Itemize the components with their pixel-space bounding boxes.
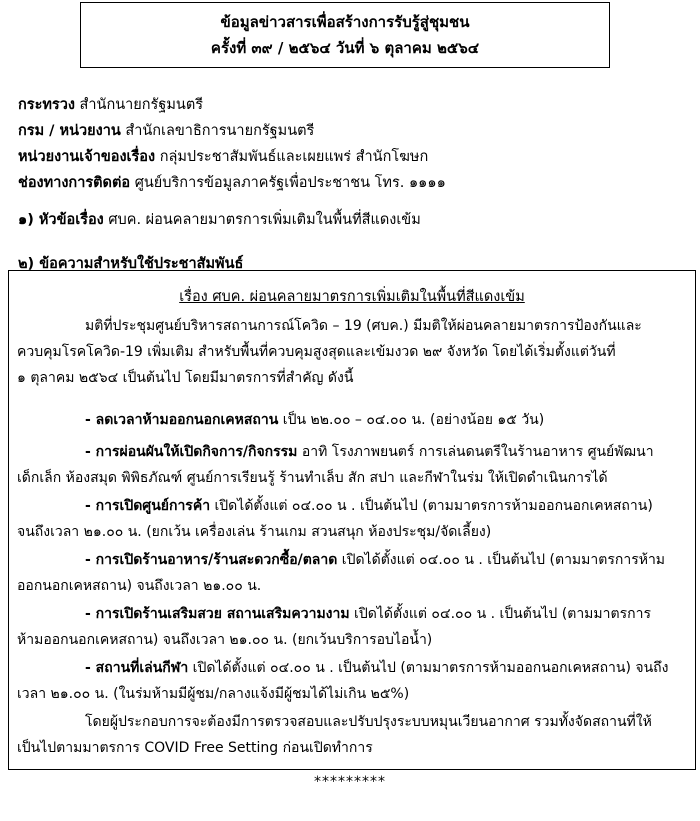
measure-beauty-title: - การเปิดร้านเสริมสวย สถานเสริมความงาม [85,606,350,622]
meta-ministry [18,92,688,118]
header-box [80,2,610,68]
pr-content-title: เรื่อง ศบค. ผ่อนคลายมาตรการเพิ่มเติมในพื้นที่สีแดงเข้ม [179,289,525,305]
measure-sports [17,655,689,707]
measure-malls-text: เปิดได้ตั้งแต่ ๐๔.๐๐ น . เป็นต้นไป (ตามมาตรการห้ามออกนอกเคหสถาน) [210,498,653,514]
measure-beauty [17,601,689,653]
measure-businesses-title: - การผ่อนผันให้เปิดกิจการ/กิจกรรม [85,444,298,460]
measure-restaurants [17,547,689,599]
section-topic-value: ศบค. ผ่อนคลายมาตรการเพิ่มเติมในพื้นที่สีแดงเข้ม [108,212,421,228]
measure-curfew-text: เป็น ๒๒.๐๐ – ๐๔.๐๐ น. (อย่างน้อย ๑๕ วัน) [278,412,545,428]
section-pr-heading: ๒) ข้อความสำหรับใช้ประชาสัมพันธ์ [18,256,244,272]
measure-restaurants-text: เปิดได้ตั้งแต่ ๐๔.๐๐ น . เป็นต้นไป (ตามมาตรการห้าม [337,552,666,568]
pr-content-box [8,270,696,770]
closing-line-2: เป็นไปตามมาตรการ COVID Free Setting ก่อนเปิดทำการ [17,740,373,756]
measure-sports-title: - สถานที่เล่นกีฬา [85,660,189,676]
measure-malls-cont: จนถึงเวลา ๒๑.๐๐ น. (ยกเว้น เครื่องเล่น ร้านเกม สวนสนุก ห้องประชุม/จัดเลี้ยง) [17,524,492,540]
closing-paragraph [17,709,689,761]
measure-restaurants-title: - การเปิดร้านอาหาร/ร้านสะดวกซื้อ/ตลาด [85,552,338,568]
meta-owner [18,144,688,170]
measure-sports-text: เปิดได้ตั้งแต่ ๐๔.๐๐ น . เป็นต้นไป (ตามมาตรการห้ามออกนอกเคหสถาน) จนถึง [188,660,669,676]
measure-curfew [17,407,689,433]
intro-line-2: ควบคุมโรคโควิด-19 เพิ่มเติม สำหรับพื้นที่ควบคุมสูงสุดและเข้มงวด ๒๙ จังหวัด โดยได้เริ่มตั้งแต่วันที่ [17,344,616,360]
meta-ministry-label: กระทรวง [18,97,75,113]
section-topic-label: ๑) หัวข้อเรื่อง [18,212,104,228]
meta-owner-label: หน่วยงานเจ้าของเรื่อง [18,149,156,165]
end-marker: ********* [314,774,386,790]
measure-curfew-title: - ลดเวลาห้ามออกนอกเคหสถาน [85,412,279,428]
measure-beauty-text: เปิดได้ตั้งแต่ ๐๔.๐๐ น . เป็นต้นไป (ตามมาตรการ [349,606,651,622]
measure-businesses-text: อาทิ โรงภาพยนตร์ การเล่นดนตรีในร้านอาหาร ศูนย์พัฒนา [297,444,654,460]
meta-ministry-value: สำนักนายกรัฐมนตรี [79,97,204,113]
measure-sports-cont: เวลา ๒๑.๐๐ น. (ในร่มห้ามมีผู้ชม/กลางแจ้งมีผู้ชมได้ไม่เกิน ๒๕%) [17,686,410,702]
intro-line-3: ๑ ตุลาคม ๒๕๖๔ เป็นต้นไป โดยมีมาตรการที่สำคัญ ดังนี้ [17,370,354,386]
measure-malls [17,493,689,545]
measure-businesses [17,439,689,491]
measure-restaurants-cont: ออกนอกเคหสถาน) จนถึงเวลา ๒๑.๐๐ น. [17,578,262,594]
header-title: ข้อมูลข่าวสารเพื่อสร้างการรับรู้สู่ชุมชน [220,13,470,31]
meta-contact-value: ศูนย์บริการข้อมูลภาครัฐเพื่อประชาชน โทร. ๑๑๑๑ [134,175,446,191]
intro-paragraph [17,313,689,391]
measure-malls-title: - การเปิดศูนย์การค้า [85,498,211,514]
meta-dept-label: กรม / หน่วยงาน [18,123,121,139]
closing-line-1: โดยผู้ประกอบการจะต้องมีการตรวจสอบและปรับปรุงระบบหมุนเวียนอากาศ รวมทั้งจัดสถานที่ให้ [85,714,652,730]
meta-block [18,92,688,196]
measure-beauty-cont: ห้ามออกนอกเคหสถาน) จนถึงเวลา ๒๑.๐๐ น. (ยกเว้นบริการอบไอน้ำ) [17,632,433,648]
measure-businesses-cont: เด็กเล็ก ห้องสมุด พิพิธภัณฑ์ ศูนย์การเรียนรู้ ร้านทำเล็บ สัก สปา และกีฬาในร่ม ให้เปิดดำเนินการได้ [17,470,608,486]
meta-contact-label: ช่องทางการติดต่อ [18,175,131,191]
meta-department [18,118,688,144]
intro-line-1: มติที่ประชุมศูนย์บริหารสถานการณ์โควิด – 19 (ศบค.) มีมติให้ผ่อนคลายมาตรการป้องกันและ [85,318,642,334]
header-issue-date: ครั้งที่ ๓๙ / ๒๕๖๔ วันที่ ๖ ตุลาคม ๒๕๖๔ [210,39,480,57]
section-topic [18,208,421,231]
meta-owner-value: กลุ่มประชาสัมพันธ์และเผยแพร่ สำนักโฆษก [159,149,429,165]
meta-contact [18,170,688,196]
meta-dept-value: สำนักเลขาธิการนายกรัฐมนตรี [125,123,315,139]
